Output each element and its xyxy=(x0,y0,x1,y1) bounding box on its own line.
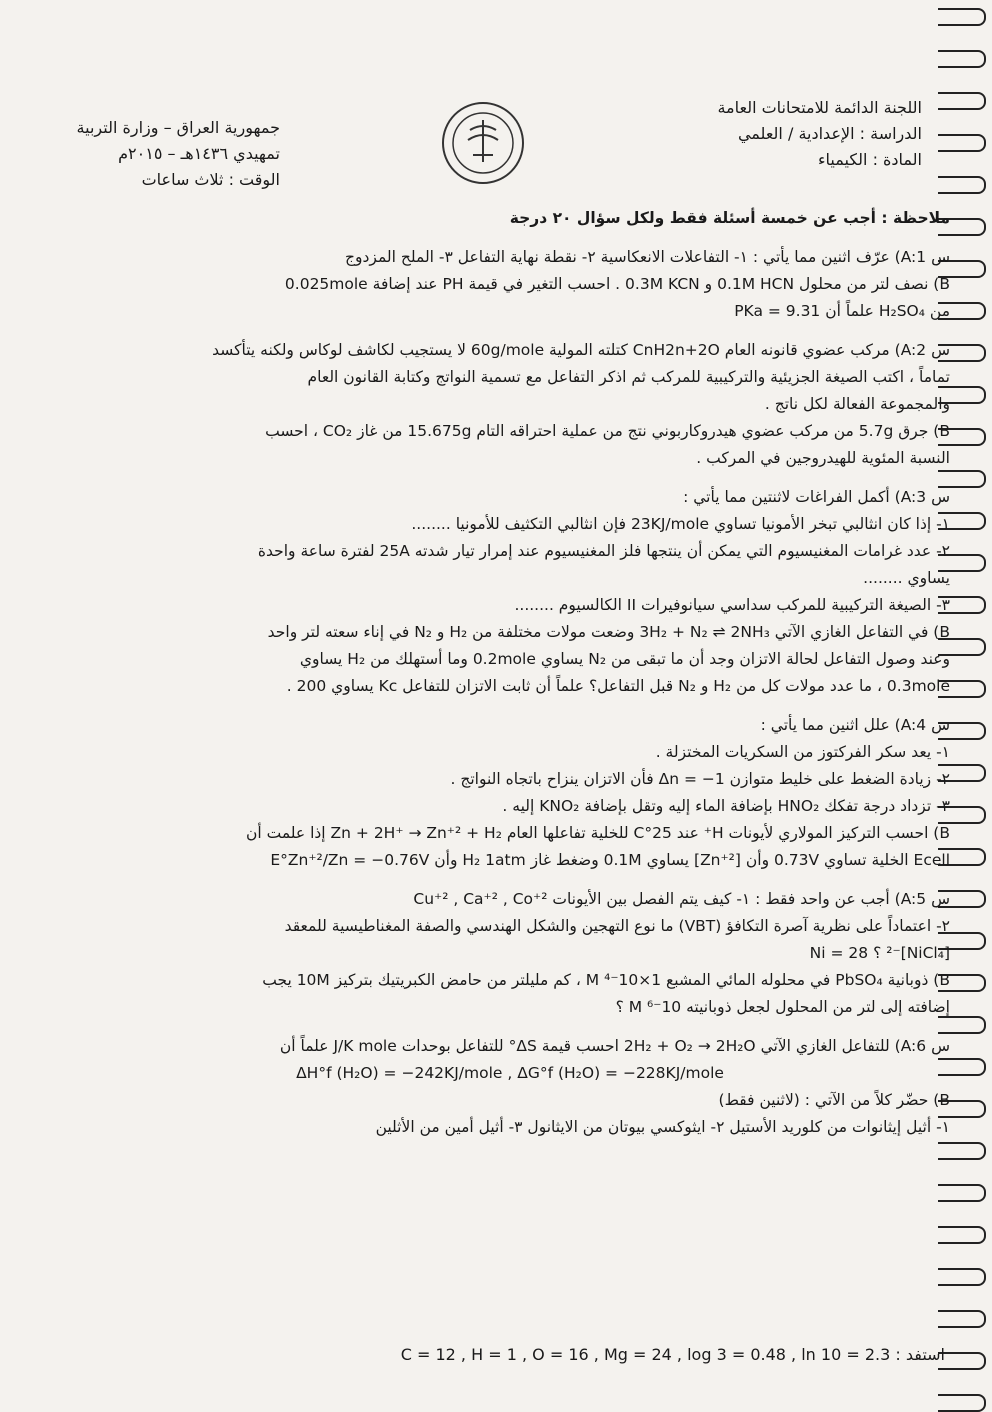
given-constants: استفد : C = 12 , H = 1 , O = 16 , Mg = 24 , log 3 = 0.48 , ln 10 = 2.3 xyxy=(400,1345,945,1364)
q1-line: B) نصف لتر من محلول 0.1M HCN و 0.3M KCN . احسب التغير في قيمة PH عند إضافة 0.025mole xyxy=(284,275,950,293)
q3-line: وعند وصول التفاعل لحالة الاتزان وجد أن ما تبقى من N₂ يساوي 0.2mole وما أستهلك من H₂ يساوي xyxy=(299,650,950,668)
binding-coil xyxy=(938,50,986,68)
binding-coil xyxy=(938,1268,986,1286)
q4-line: ٢- زيادة الضغط على خليط متوازن Δn = −1 فأن الاتزان ينزاح باتجاه النواتج . xyxy=(450,770,950,788)
q3-line: س A:3) أكمل الفراغات لاثنتين مما يأتي : xyxy=(683,488,950,506)
q5-line: س A:5) أجب عن واحد فقط : ١- كيف يتم الفصل بين الأيونات Cu⁺² , Ca⁺² , Co⁺² xyxy=(413,890,950,908)
q2-line: تماماً ، اكتب الصيغة الجزيئية والتركيبية للمركب ثم اذكر التفاعل مع تسمية النواتج وكتابة القانون العام xyxy=(307,368,950,386)
q3-line: B) في التفاعل الغازي الآتي 3H₂ + N₂ ⇌ 2NH₃ وضعت مولات مختلفة من H₂ و N₂ في إناء سعته لتر واحد xyxy=(267,623,950,641)
binding-coil xyxy=(938,1310,986,1328)
question-6 xyxy=(70,1033,950,1141)
q2-line: س A:2) مركب عضوي قانونه العام CnH2n+2O كتلته المولية 60g/mole لا يستجيب لكاشف لوكاس ولكنه يتأكسد xyxy=(212,341,950,359)
question-2 xyxy=(70,337,950,472)
q6-line: B) حضّر كلاً من الآتي : (لاثنين فقط) xyxy=(718,1091,950,1109)
q3-line: 0.3mole ، ما عدد مولات كل من H₂ و N₂ قبل التفاعل؟ علماً أن ثابت الاتزان للتفاعل Kc يساوي 200 . xyxy=(286,677,950,695)
q3-line: يساوي ........ xyxy=(863,569,950,587)
q6-line: ١- أثيل إيثانوات من كلوريد الأستيل ٢- ايثوكسي بيوتان من الايثانول ٣- أثيل أمين من الأثلين xyxy=(375,1118,950,1136)
q5-line: ٢- اعتماداً على نظرية آصرة التكافؤ (VBT) ما نوع التهجين والشكل الهندسي والصفة المغناطيسية للمعقد xyxy=(284,917,950,935)
q4-line: B) احسب التركيز المولاري لأيونات H⁺ عند 25°C للخلية تفاعلها العام Zn + 2H⁺ → Zn⁺² + H₂ إذا علمت أن xyxy=(245,824,950,842)
q5-line: إضافته إلى لتر من المحلول لجعل ذوبانيته 10⁻⁶ M ؟ xyxy=(615,998,950,1016)
study-level: الدراسة : الإعدادية / العلمي xyxy=(737,124,922,143)
binding-coil xyxy=(938,1226,986,1244)
q5-line: [NiCl₄]⁻² ؟ Ni = 28 xyxy=(809,944,950,962)
q3-line: ٢- عدد غرامات المغنيسيوم التي يمكن أن ينتجها فلز المغنيسيوم عند إمرار تيار شدته 25A لفترة ساعة واحدة xyxy=(257,542,950,560)
exam-note: ملاحظة : أجب عن خمسة أسئلة فقط ولكل سؤال ٢٠ درجة xyxy=(509,209,950,227)
committee-name: اللجنة الدائمة للامتحانات العامة xyxy=(717,98,922,117)
q3-line: ١- إذا كان انثالبي تبخر الأمونيا تساوي 23KJ/mole فإن انثالبي التكثيف للأمونيا ........ xyxy=(411,515,950,533)
binding-coil xyxy=(938,1184,986,1202)
q4-line: Ecell الخلية تساوي 0.73V وأن [Zn⁺²] يساوي 0.1M وضغط غاز H₂ 1atm وأن E°Zn⁺²/Zn = −0.76V xyxy=(270,851,950,869)
question-4 xyxy=(70,712,950,874)
header-right xyxy=(582,95,922,173)
binding-coil xyxy=(938,134,986,152)
binding-coil xyxy=(938,176,986,194)
q2-line: النسبة المئوية للهيدروجين في المركب . xyxy=(696,449,950,467)
q3-line: ٣- الصيغة التركيبية للمركب سداسي سيانوفيرات II الكالسيوم ........ xyxy=(514,596,950,614)
ministry-seal-icon xyxy=(440,100,526,186)
q4-line: س A:4) علل اثنين مما يأتي : xyxy=(760,716,950,734)
q2-line: والمجموعة الفعالة لكل ناتج . xyxy=(764,395,950,413)
country-ministry: جمهورية العراق – وزارة التربية xyxy=(76,118,280,137)
binding-coil xyxy=(938,1394,986,1412)
binding-coil xyxy=(938,1352,986,1370)
question-3 xyxy=(70,484,950,700)
binding-coil xyxy=(938,8,986,26)
exam-time: الوقت : ثلاث ساعات xyxy=(141,170,280,189)
q1-line: من H₂SO₄ علماً أن PKa = 9.31 xyxy=(734,302,950,320)
q5-line: B) ذوبانية PbSO₄ في محلوله المائي المشبع 1×10⁻⁴ M ، كم مليلتر من حامض الكبريتيك بتركيز 10M يجب xyxy=(262,971,950,989)
q6-line: ΔH°f (H₂O) = −242KJ/mole , ΔG°f (H₂O) = −228KJ/mole xyxy=(296,1064,724,1082)
q4-line: ٣- تزداد درجة تفكك HNO₂ بإضافة الماء إليه وتقل بإضافة KNO₂ إليه . xyxy=(502,797,950,815)
q4-line: ١- يعد سكر الفركتوز من السكريات المختزلة . xyxy=(655,743,950,761)
exam-content xyxy=(70,205,950,1141)
question-5 xyxy=(70,886,950,1021)
binding-coil xyxy=(938,92,986,110)
q1-line: س A:1) عرّف اثنين مما يأتي : ١- التفاعلات الانعكاسية ٢- نقطة نهاية التفاعل ٣- الملح المزدوج xyxy=(345,248,950,266)
subject: المادة : الكيمياء xyxy=(818,150,922,169)
q2-line: B) جرق 5.7g من مركب عضوي هيدروكاربوني نتج من عملية احتراقه التام 15.675g من غاز CO₂ ، احسب xyxy=(265,422,950,440)
q6-line: س A:6) للتفاعل الغازي الآتي 2H₂ + O₂ → 2H₂O احسب قيمة ΔS° للتفاعل بوحدات J/K mole علماً أن xyxy=(279,1037,950,1055)
binding-coil xyxy=(938,1142,986,1160)
header-left xyxy=(20,115,280,193)
exam-date: تمهيدي ١٤٣٦هـ – ٢٠١٥م xyxy=(118,144,280,163)
question-1 xyxy=(70,244,950,325)
